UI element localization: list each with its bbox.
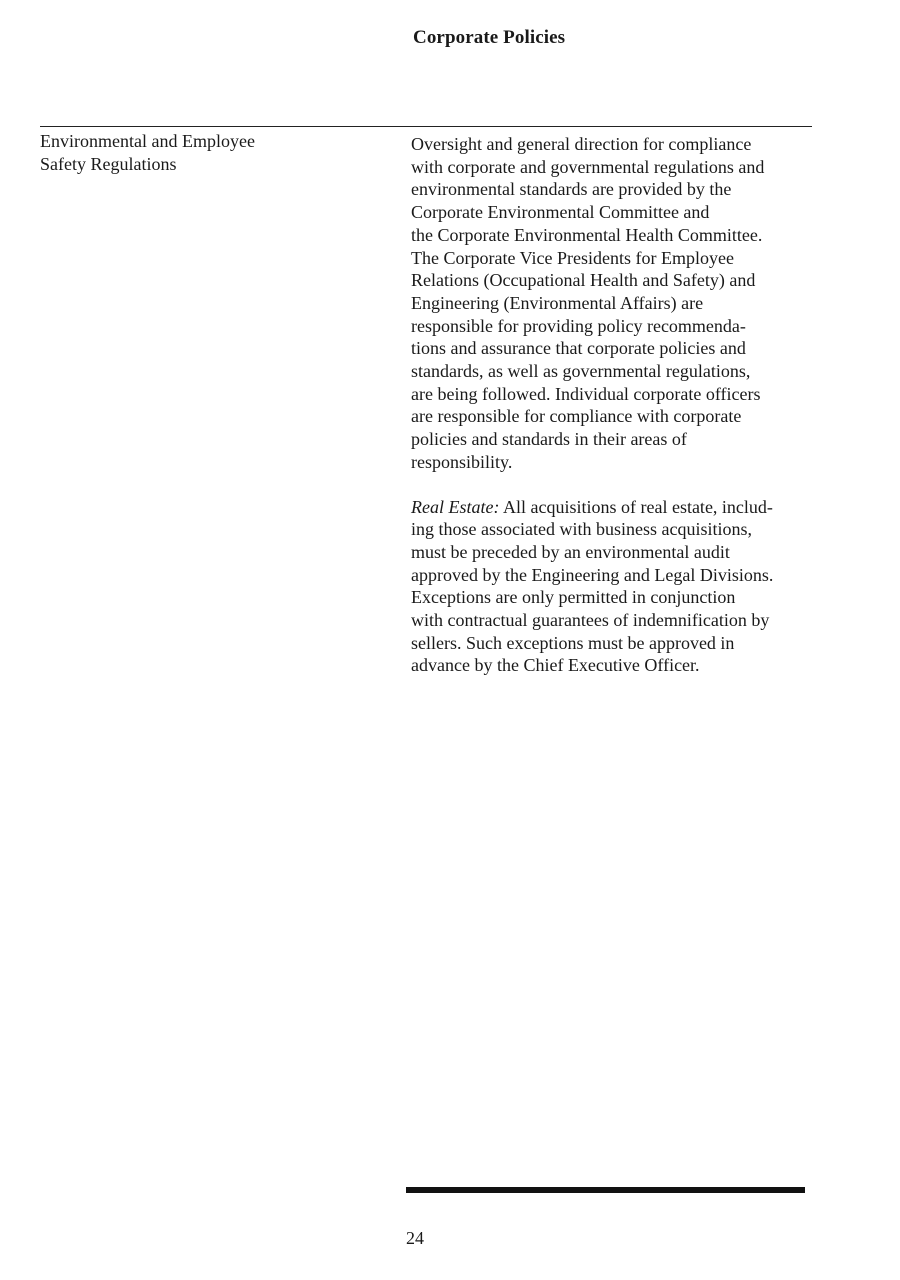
paragraph-line: Exceptions are only permitted in conjunction <box>411 587 736 608</box>
section-title <box>40 130 340 175</box>
section-title-line: Environmental and Employee <box>40 131 255 151</box>
paragraph-line-text: All acquisitions of real estate, includ- <box>499 496 773 517</box>
paragraph-line: with corporate and governmental regulations and <box>411 156 765 177</box>
paragraph-line: advance by the Chief Executive Officer. <box>411 655 700 676</box>
paragraph-line: must be preceded by an environmental audit <box>411 541 730 562</box>
paragraph-line: sellers. Such exceptions must be approved in <box>411 632 735 653</box>
body-column <box>411 133 816 677</box>
paragraph-line: the Corporate Environmental Health Committee. <box>411 224 763 245</box>
paragraph-line: environmental standards are provided by the <box>411 179 732 200</box>
oversight-paragraph <box>411 133 816 474</box>
paragraph-line: standards, as well as governmental regulations, <box>411 361 751 382</box>
section-title-line: Safety Regulations <box>40 153 177 174</box>
paragraph-line: tions and assurance that corporate policies and <box>411 338 746 359</box>
paragraph-line: The Corporate Vice Presidents for Employee <box>411 247 734 268</box>
paragraph-line: Engineering (Environmental Affairs) are <box>411 292 704 313</box>
paragraph-line: responsible for providing policy recommenda- <box>411 315 746 336</box>
real-estate-runin: Real Estate: <box>411 496 500 517</box>
paragraph-line <box>411 496 816 519</box>
page-number: 24 <box>406 1228 424 1248</box>
paragraph-line: Oversight and general direction for compliance <box>411 134 752 154</box>
running-head: Corporate Policies <box>413 27 566 48</box>
paragraph-line: are responsible for compliance with corporate <box>411 406 742 427</box>
bottom-rule <box>406 1187 805 1193</box>
paragraph-line: policies and standards in their areas of <box>411 429 687 450</box>
paragraph-line: are being followed. Individual corporate officers <box>411 383 761 404</box>
paragraph-line: approved by the Engineering and Legal Divisions. <box>411 564 774 585</box>
paragraph-line: responsibility. <box>411 451 513 472</box>
top-rule <box>40 126 812 127</box>
paragraph-line: with contractual guarantees of indemnification by <box>411 610 770 631</box>
paragraph-line: Relations (Occupational Health and Safety) and <box>411 270 756 291</box>
paragraph-line: ing those associated with business acquisitions, <box>411 519 752 540</box>
paragraph-line: Corporate Environmental Committee and <box>411 202 710 223</box>
real-estate-paragraph <box>411 496 816 678</box>
